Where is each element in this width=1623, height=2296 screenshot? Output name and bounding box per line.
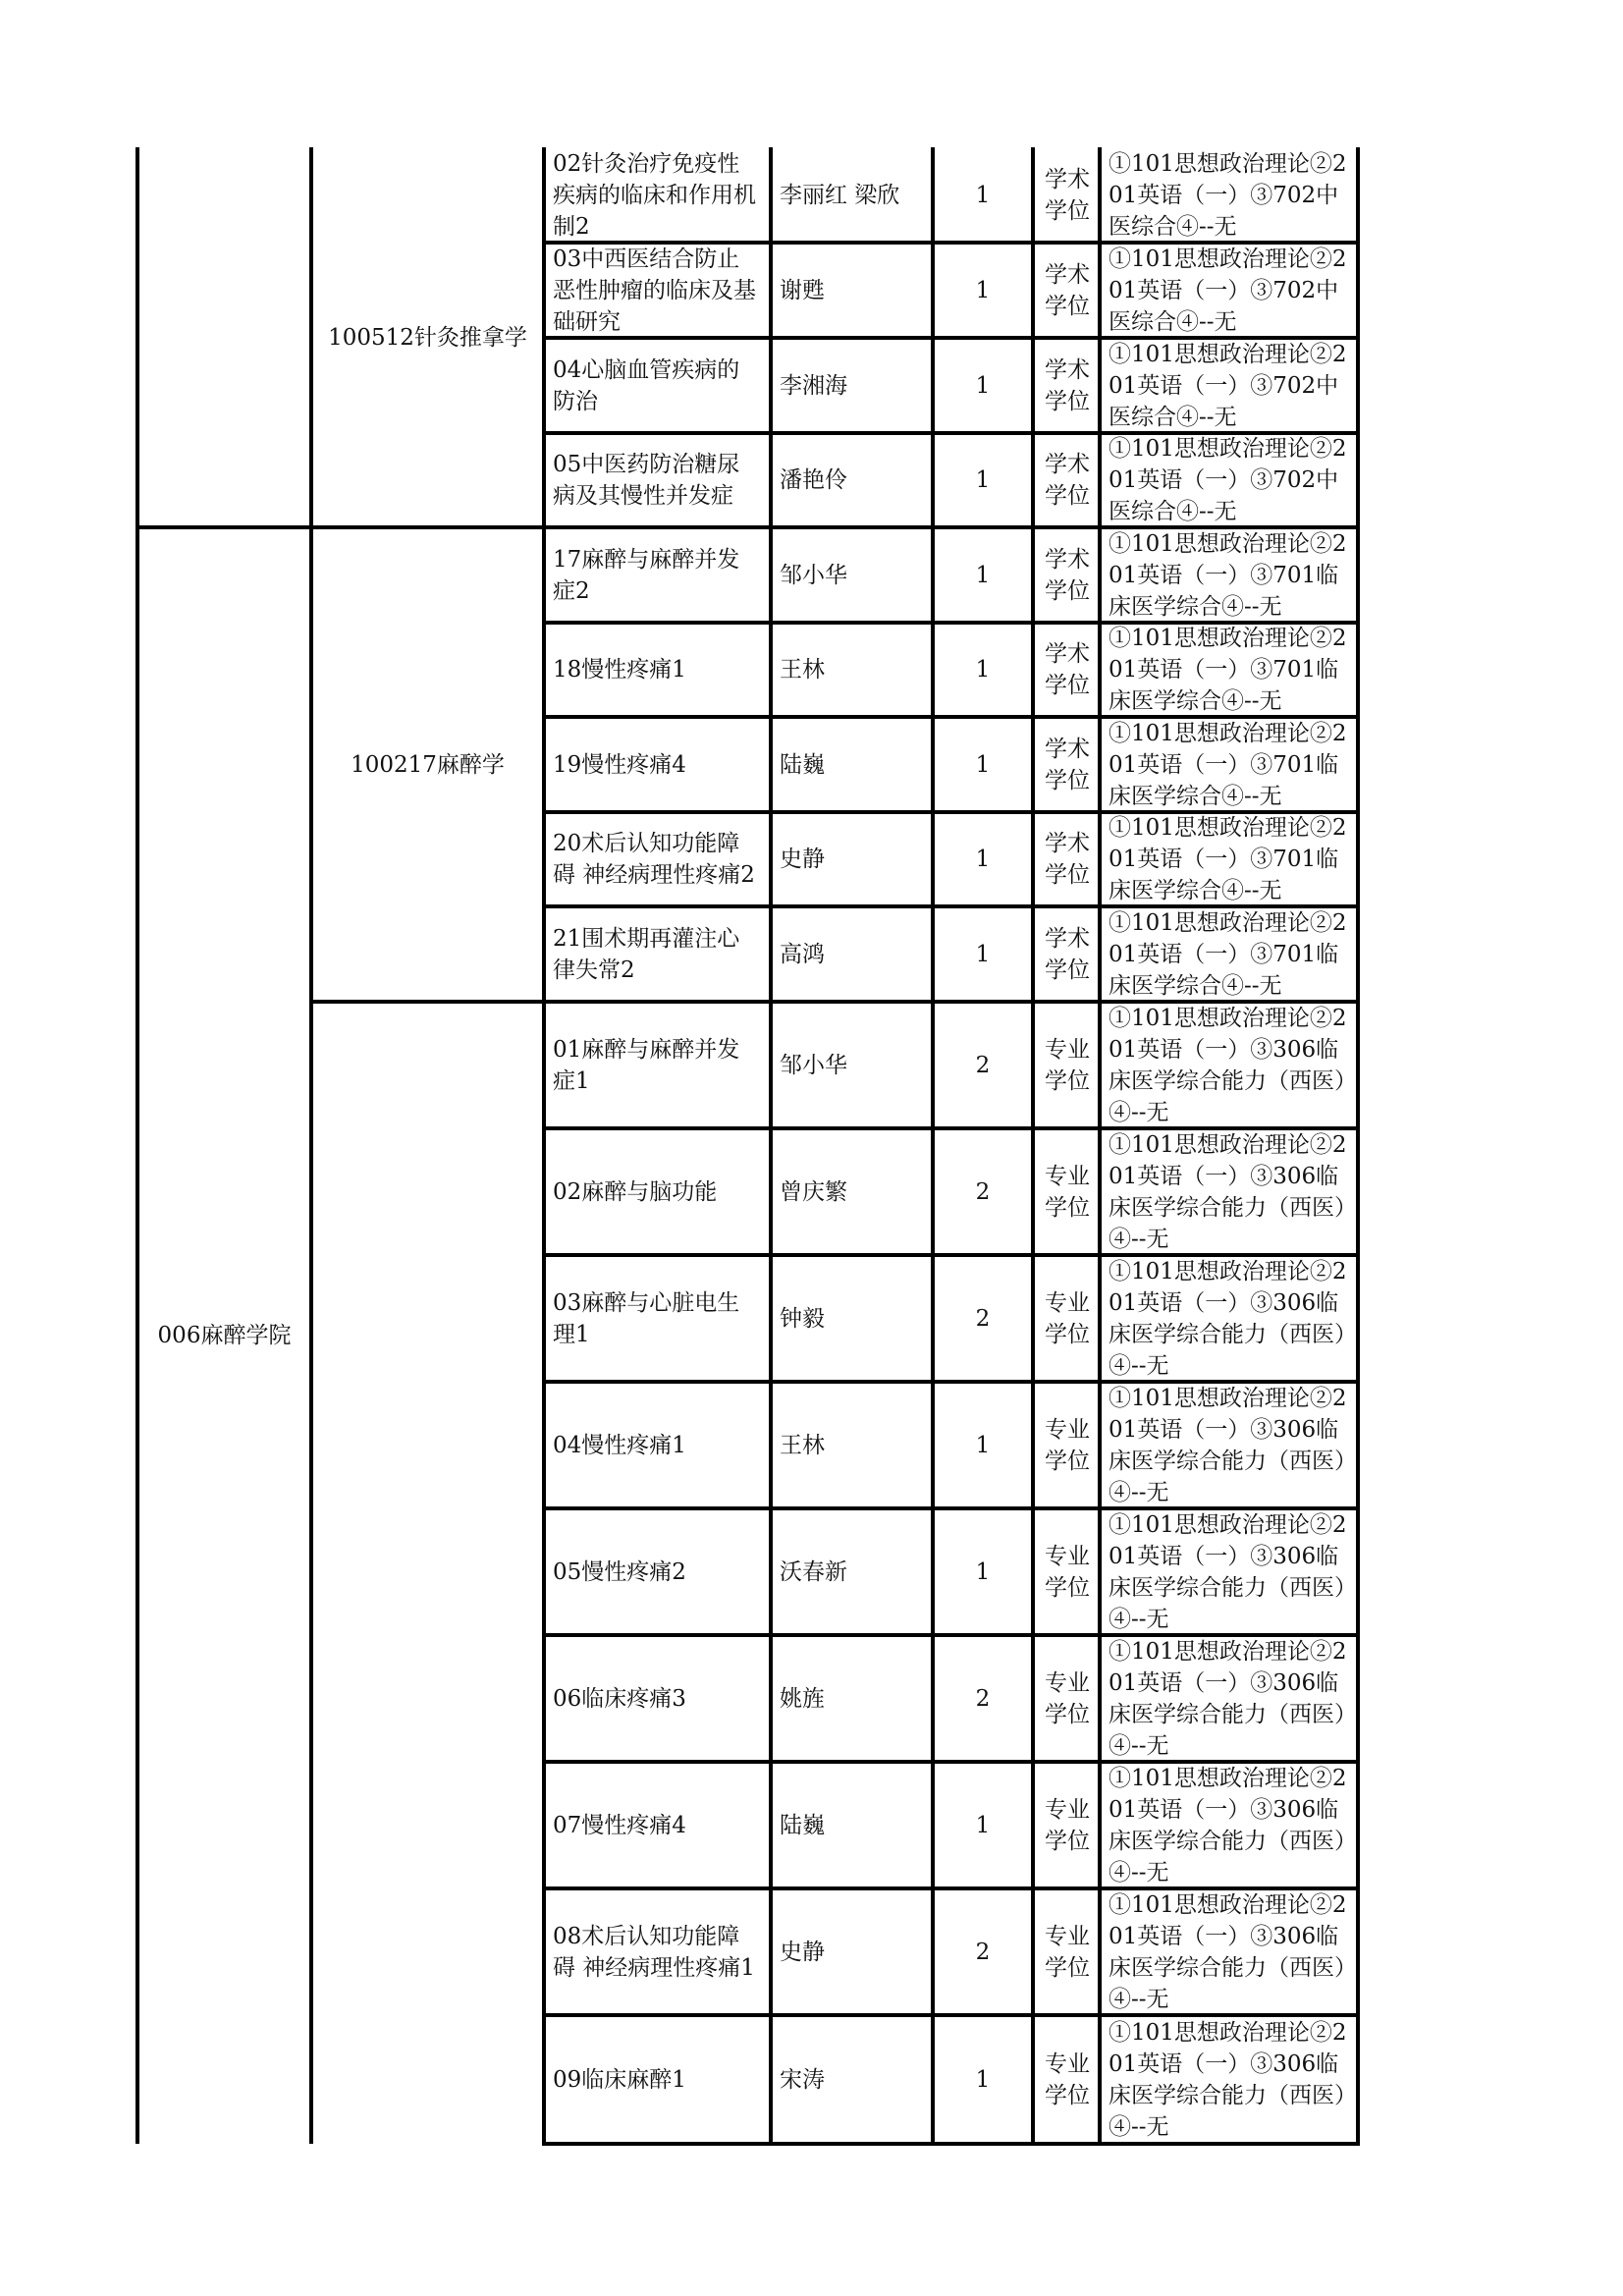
quota-cell: 1 (975, 467, 991, 493)
exam-subjects-cell: ①101思想政治理论②201英语（一）③306临床医学综合能力（西医）④--无 (1109, 1385, 1347, 1505)
quota-cell: 1 (975, 372, 991, 399)
major-cell (313, 1002, 542, 2144)
quota-cell: 1 (975, 751, 991, 778)
research-direction-cell: 03中西医结合防止恶性肿瘤的临床及基础研究 (553, 246, 756, 335)
supervisor-cell: 李丽红 梁欣 (780, 182, 900, 208)
degree-type-cell: 专业学位 (1045, 1669, 1090, 1727)
quota-cell: 1 (975, 847, 991, 872)
supervisor-cell: 陆巍 (780, 751, 825, 778)
research-direction-cell: 21围术期再灌注心律失常2 (553, 925, 740, 983)
quota-cell: 2 (975, 1685, 991, 1712)
row-border (542, 2142, 1360, 2146)
exam-subjects-cell: ①101思想政治理论②201英语（一）③306临床医学综合能力（西医）④--无 (1109, 2019, 1347, 2140)
research-direction-cell: 03麻醉与心脏电生理1 (553, 1289, 740, 1347)
exam-subjects-cell: ①101思想政治理论②201英语（一）③306临床医学综合能力（西医）④--无 (1109, 1005, 1347, 1125)
degree-type-cell: 学术学位 (1045, 166, 1090, 224)
research-direction-cell: 04慢性疼痛1 (553, 1432, 686, 1458)
research-direction-cell: 02麻醉与脑功能 (553, 1178, 718, 1205)
exam-subjects-cell: ①101思想政治理论②201英语（一）③701临床医学综合④--无 (1109, 720, 1347, 809)
exam-subjects-cell: ①101思想政治理论②201英语（一）③306临床医学综合能力（西医）④--无 (1109, 1511, 1347, 1632)
research-direction-cell: 18慢性疼痛1 (553, 657, 686, 683)
exam-subjects-cell: ①101思想政治理论②201英语（一）③701临床医学综合④--无 (1109, 815, 1347, 903)
degree-type-cell: 专业学位 (1045, 1289, 1090, 1347)
supervisor-cell: 宋涛 (780, 2066, 825, 2093)
research-direction-cell: 05中医药防治糖尿病及其慢性并发症 (553, 452, 740, 509)
research-direction-cell: 05慢性疼痛2 (553, 1558, 686, 1585)
quota-cell: 1 (975, 1432, 991, 1458)
supervisor-cell: 陆巍 (780, 1812, 825, 1838)
exam-subjects-cell: ①101思想政治理论②201英语（一）③306临床医学综合能力（西医）④--无 (1109, 1258, 1347, 1379)
exam-subjects-cell: ①101思想政治理论②201英语（一）③306临床医学综合能力（西医）④--无 (1109, 1891, 1347, 2012)
degree-type-cell: 学术学位 (1045, 546, 1090, 604)
research-direction-cell: 09临床麻醉1 (553, 2066, 686, 2093)
supervisor-cell: 曾庆繁 (780, 1178, 847, 1205)
quota-cell: 1 (975, 941, 991, 967)
exam-subjects-cell: ①101思想政治理论②201英语（一）③701临床医学综合④--无 (1109, 626, 1347, 714)
quota-cell: 1 (975, 277, 991, 303)
research-direction-cell: 20术后认知功能障碍 神经病理性疼痛2 (553, 831, 755, 888)
supervisor-cell: 王林 (780, 657, 825, 683)
degree-type-cell: 专业学位 (1045, 1796, 1090, 1854)
research-direction-cell: 17麻醉与麻醉并发症2 (553, 546, 740, 604)
degree-type-cell: 学术学位 (1045, 831, 1090, 888)
quota-cell: 1 (975, 1558, 991, 1585)
college-cell (139, 147, 309, 527)
degree-type-cell: 学术学位 (1045, 261, 1090, 319)
degree-type-cell: 专业学位 (1045, 1416, 1090, 1474)
exam-subjects-cell: ①101思想政治理论②201英语（一）③702中医综合④--无 (1109, 150, 1347, 240)
degree-type-cell: 学术学位 (1045, 736, 1090, 793)
degree-type-cell: 专业学位 (1045, 1036, 1090, 1094)
major-cell: 100217麻醉学 (351, 751, 505, 778)
col-border-degree-left (1031, 147, 1035, 2144)
degree-type-cell: 学术学位 (1045, 356, 1090, 414)
research-direction-cell: 19慢性疼痛4 (553, 751, 686, 778)
col-border-supervisor-left (769, 147, 773, 2144)
research-direction-cell: 01麻醉与麻醉并发症1 (553, 1036, 740, 1094)
quota-cell: 2 (975, 1178, 991, 1205)
quota-cell: 1 (975, 562, 991, 588)
research-direction-cell: 04心脑血管疾病的防治 (553, 356, 740, 414)
degree-type-cell: 学术学位 (1045, 925, 1090, 983)
college-cell: 006麻醉学院 (157, 1323, 292, 1348)
supervisor-cell: 钟毅 (780, 1305, 825, 1332)
col-border-exam-left (1098, 147, 1102, 2144)
supervisor-cell: 沃春新 (780, 1558, 847, 1585)
quota-cell: 2 (975, 1305, 991, 1332)
quota-cell: 1 (975, 182, 991, 208)
research-direction-cell: 06临床疼痛3 (553, 1685, 686, 1712)
exam-subjects-cell: ①101思想政治理论②201英语（一）③701临床医学综合④--无 (1109, 530, 1347, 620)
degree-type-cell: 专业学位 (1045, 1543, 1090, 1601)
supervisor-cell: 高鸿 (780, 941, 825, 967)
degree-type-cell: 专业学位 (1045, 2050, 1090, 2108)
research-direction-cell: 08术后认知功能障碍 神经病理性疼痛1 (553, 1923, 755, 1981)
degree-type-cell: 学术学位 (1045, 452, 1090, 509)
exam-subjects-cell: ①101思想政治理论②201英语（一）③701临床医学综合④--无 (1109, 909, 1347, 999)
quota-cell: 1 (975, 1812, 991, 1838)
exam-subjects-cell: ①101思想政治理论②201英语（一）③306临床医学综合能力（西医）④--无 (1109, 1765, 1347, 1886)
major-cell: 100512针灸推拿学 (328, 324, 527, 351)
exam-subjects-cell: ①101思想政治理论②201英语（一）③702中医综合④--无 (1109, 341, 1347, 430)
supervisor-cell: 潘艳伶 (780, 467, 847, 493)
degree-type-cell: 专业学位 (1045, 1163, 1090, 1221)
col-border-right (1356, 147, 1360, 2144)
quota-cell: 1 (975, 2066, 991, 2093)
exam-subjects-cell: ①101思想政治理论②201英语（一）③702中医综合④--无 (1109, 246, 1347, 335)
supervisor-cell: 邹小华 (780, 1052, 847, 1078)
col-border-quota-left (931, 147, 935, 2144)
degree-type-cell: 专业学位 (1045, 1923, 1090, 1981)
degree-type-cell: 学术学位 (1045, 641, 1090, 698)
research-direction-cell: 02针灸治疗免疫性疾病的临床和作用机制2 (553, 150, 756, 240)
supervisor-cell: 王林 (780, 1432, 825, 1458)
exam-subjects-cell: ①101思想政治理论②201英语（一）③306临床医学综合能力（西医）④--无 (1109, 1131, 1347, 1252)
supervisor-cell: 李湘海 (780, 372, 847, 399)
supervisor-cell: 史静 (780, 847, 825, 872)
supervisor-cell: 姚旌 (780, 1685, 825, 1712)
research-direction-cell: 07慢性疼痛4 (553, 1812, 686, 1838)
supervisor-cell: 谢甦 (780, 277, 825, 303)
quota-cell: 2 (975, 1052, 991, 1078)
exam-subjects-cell: ①101思想政治理论②201英语（一）③702中医综合④--无 (1109, 436, 1347, 524)
supervisor-cell: 邹小华 (780, 562, 847, 588)
supervisor-cell: 史静 (780, 1939, 825, 1965)
col-border-direction-left (542, 147, 546, 2144)
quota-cell: 2 (975, 1939, 991, 1965)
exam-subjects-cell: ①101思想政治理论②201英语（一）③306临床医学综合能力（西医）④--无 (1109, 1638, 1347, 1759)
quota-cell: 1 (975, 657, 991, 683)
